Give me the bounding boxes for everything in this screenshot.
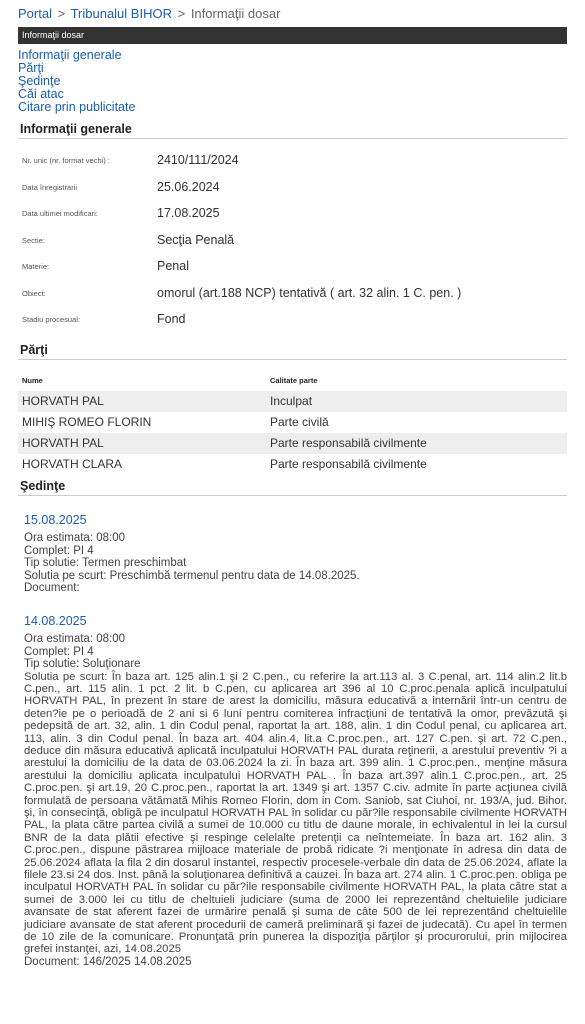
info-value: 2410/111/2024 bbox=[157, 153, 239, 167]
party-role: Parte responsabilă civilmente bbox=[270, 456, 427, 471]
toc-link-cai-atac[interactable]: Căi atac bbox=[18, 87, 64, 101]
toc-link-citare[interactable]: Citare prin publicitate bbox=[18, 100, 136, 114]
header-bar: Informaţii dosar bbox=[18, 27, 567, 44]
table-of-contents bbox=[18, 49, 567, 114]
toc-link-parti[interactable]: Părţi bbox=[18, 61, 44, 75]
section-title-sedinte: Şedinţe bbox=[18, 477, 567, 496]
column-header-name: Nume bbox=[22, 375, 43, 385]
party-name: HORVATH PAL bbox=[18, 391, 266, 412]
info-label: Materie: bbox=[22, 262, 50, 271]
info-row bbox=[22, 153, 461, 180]
info-row bbox=[22, 180, 461, 207]
breadcrumb-portal-link[interactable]: Portal bbox=[18, 6, 52, 21]
section-title-parti: Părţi bbox=[18, 341, 567, 360]
general-info-table bbox=[22, 153, 461, 339]
breadcrumb-separator: > bbox=[57, 6, 66, 21]
info-value: Fond bbox=[157, 312, 186, 326]
info-label: Stadiu procesual: bbox=[22, 315, 80, 324]
sedinta-entry bbox=[24, 615, 567, 969]
sedinta-entry bbox=[24, 514, 567, 595]
breadcrumb-tribunal-link[interactable]: Tribunalul BIHOR bbox=[70, 6, 172, 21]
sedinta-solutia: Solutia pe scurt: În baza art. 125 alin.1 şi 2 C.pen., cu referire la art.113 al. 3 C.penal, art. 114 alin.2 lit.b C.pen., art. 115 alin. 1 pct. 2 lit. b C.pen, cu aplicarea art 396 al 10 C.proc.penala aplică inculpatului HORVATH PAL, în prezent în stare de arest la domiciliu, măsura educativă a internării într-un centru de deten?ie pe o perioadă de 2 ani si 6 luni pentru comiterea infracţiuni de tentativă la omor, prevăzută şi pedepsită de art. 32, alin. 1 din Codul penal, raportat la art. 188, alin. 1 din Codul penal, cu aplicarea art. 113, alin. 3 din Codul penal. În baza art. 404 alin.4, lit.a C.proc.pen., art. 127 C.pen. şi art. 72 C.pen., deduce din măsura educativă aplicată inculpatului HORVATH PAL durata reţinerii, a arestului preventiv ?i a arestului la domiciliu de la data de 03.06.2024 la zi. În baza art. 399 alin. 1 C.proc.pen., menţine măsura arestului la domiciliu aplicata inculpatului HORVATH PAL . În baza art.397 alin.1 C.proc.pen., art. 25 C.proc.pen. şi art.19, 20 C.proc.pen., raportat la art. 1349 şi art. 1357 C.civ. admite în parte acţiunea civilă formulată de persoana vătămată Mihis Romeo Florin, dom in Com. Saniob, sat Ciuhoi, nr. 193/A, jud. Bihor. şi, în consecinţă, obligă pe inculpatul HORVATH PAL în solidar cu păr?ile responsabile civilmente HORVATH PAL, la plata către partea civilă a sumei de 10.000 cu titlu de daune morale, in echivalentul in lei la cursul BNR de la data plătii efective şi respinge celelalte pretenţii ca neîntemeiate. În baza art. 162 alin. 3 C.proc.pen., dispune păstrarea mijloace materiale de probă ridicate ?i menţionate în adresa din data de 25.06.2024 aflata la fila 2 din dosarul instantei, respectiv procesele-verbale din data de 25.06.2024, aflate la filele 23.si 24 dos. Inst. până la soluţionarea definitivă a cauzei. În baza art. 274 alin. 1 C.proc.pen. obliga pe inculpatul HORVATH PAL în solidar cu păr?ile responsabile civilmente HORVATH PAL, la plata către stat a sumei de 3.000 lei cu titlu de cheltuieli judiciare (suma de 2000 lei reprezentând cheltuielile judiciare avansate de stat aferent fazei de urmărire penală şi suma de câte 500 de lei reprezentând cheltuielile judiciare avansate de stat aferent procedurii de cameră preliminară şi fazei de judecată). Cu apel în termen de 10 zile de la comunicare. Pronunţată prin punerea la dispoziţia părţilor şi procurorului, prin mijlocirea grefei instanţei, azi, 14.08.2025 bbox=[24, 670, 567, 956]
sedinta-document: Document: 146/2025 14.08.2025 bbox=[24, 955, 192, 968]
info-row bbox=[22, 206, 461, 233]
info-label: Obiect: bbox=[22, 288, 46, 298]
party-role: Inculpat bbox=[266, 391, 567, 412]
table-row bbox=[18, 391, 567, 412]
table-row bbox=[18, 433, 567, 454]
info-row bbox=[22, 233, 461, 260]
info-row bbox=[22, 259, 461, 286]
sedinta-ora: Ora estimata: 08:00 bbox=[24, 633, 125, 645]
breadcrumb-current: Informaţii dosar bbox=[190, 6, 281, 21]
toc-link-sedinte[interactable]: Şedinţe bbox=[18, 74, 61, 88]
sedinta-date: 15.08.2025 bbox=[24, 512, 87, 527]
party-name: MIHIŞ ROMEO FLORIN bbox=[22, 414, 152, 429]
info-label: Data ultimei modificari: bbox=[22, 209, 98, 218]
parti-table bbox=[18, 372, 567, 475]
sedinta-document: Document: bbox=[24, 582, 80, 594]
party-role: Parte civilă bbox=[270, 414, 329, 429]
sedinta-complet: Complet: PI 4 bbox=[24, 645, 94, 658]
sedinta-date: 14.08.2025 bbox=[24, 613, 87, 628]
sedinta-solutia: Solutia pe scurt: Preschimbă termenul pentru data de 14.08.2025. bbox=[24, 569, 360, 582]
table-row bbox=[18, 412, 567, 433]
sedinta-ora: Ora estimata: 08:00 bbox=[24, 532, 125, 544]
info-label: Sectie: bbox=[22, 235, 45, 245]
info-row bbox=[22, 312, 461, 339]
sedinta-tip-solutie: Tip solutie: Soluţionare bbox=[24, 658, 141, 670]
info-label: Nr. unic (nr. format vechi) : bbox=[22, 156, 110, 165]
info-value: 17.08.2025 bbox=[157, 206, 220, 220]
toc-link-informatii-generale[interactable]: Informaţii generale bbox=[18, 48, 122, 62]
party-role: Parte responsabilă civilmente bbox=[266, 433, 567, 454]
info-value: Secţia Penală bbox=[157, 232, 235, 247]
info-value: 25.06.2024 bbox=[157, 179, 220, 194]
sedinta-complet: Complet: PI 4 bbox=[24, 544, 94, 557]
sedinta-tip-solutie: Tip solutie: Termen preschimbat bbox=[24, 557, 187, 569]
breadcrumb-separator: > bbox=[177, 6, 186, 21]
party-name: HORVATH CLARA bbox=[22, 456, 123, 471]
info-value: omorul (art.188 NCP) tentativă ( art. 32 alin. 1 C. pen. ) bbox=[157, 285, 462, 300]
breadcrumb bbox=[18, 0, 567, 26]
info-row bbox=[22, 286, 461, 313]
info-label: Data înregistrarii bbox=[22, 182, 78, 192]
column-header-role: Calitate parte bbox=[270, 375, 318, 385]
section-title-general: Informaţii generale bbox=[18, 120, 567, 139]
table-row bbox=[18, 454, 567, 475]
party-name: HORVATH PAL bbox=[18, 433, 266, 454]
info-value: Penal bbox=[157, 259, 189, 273]
parti-header-row bbox=[18, 372, 567, 391]
